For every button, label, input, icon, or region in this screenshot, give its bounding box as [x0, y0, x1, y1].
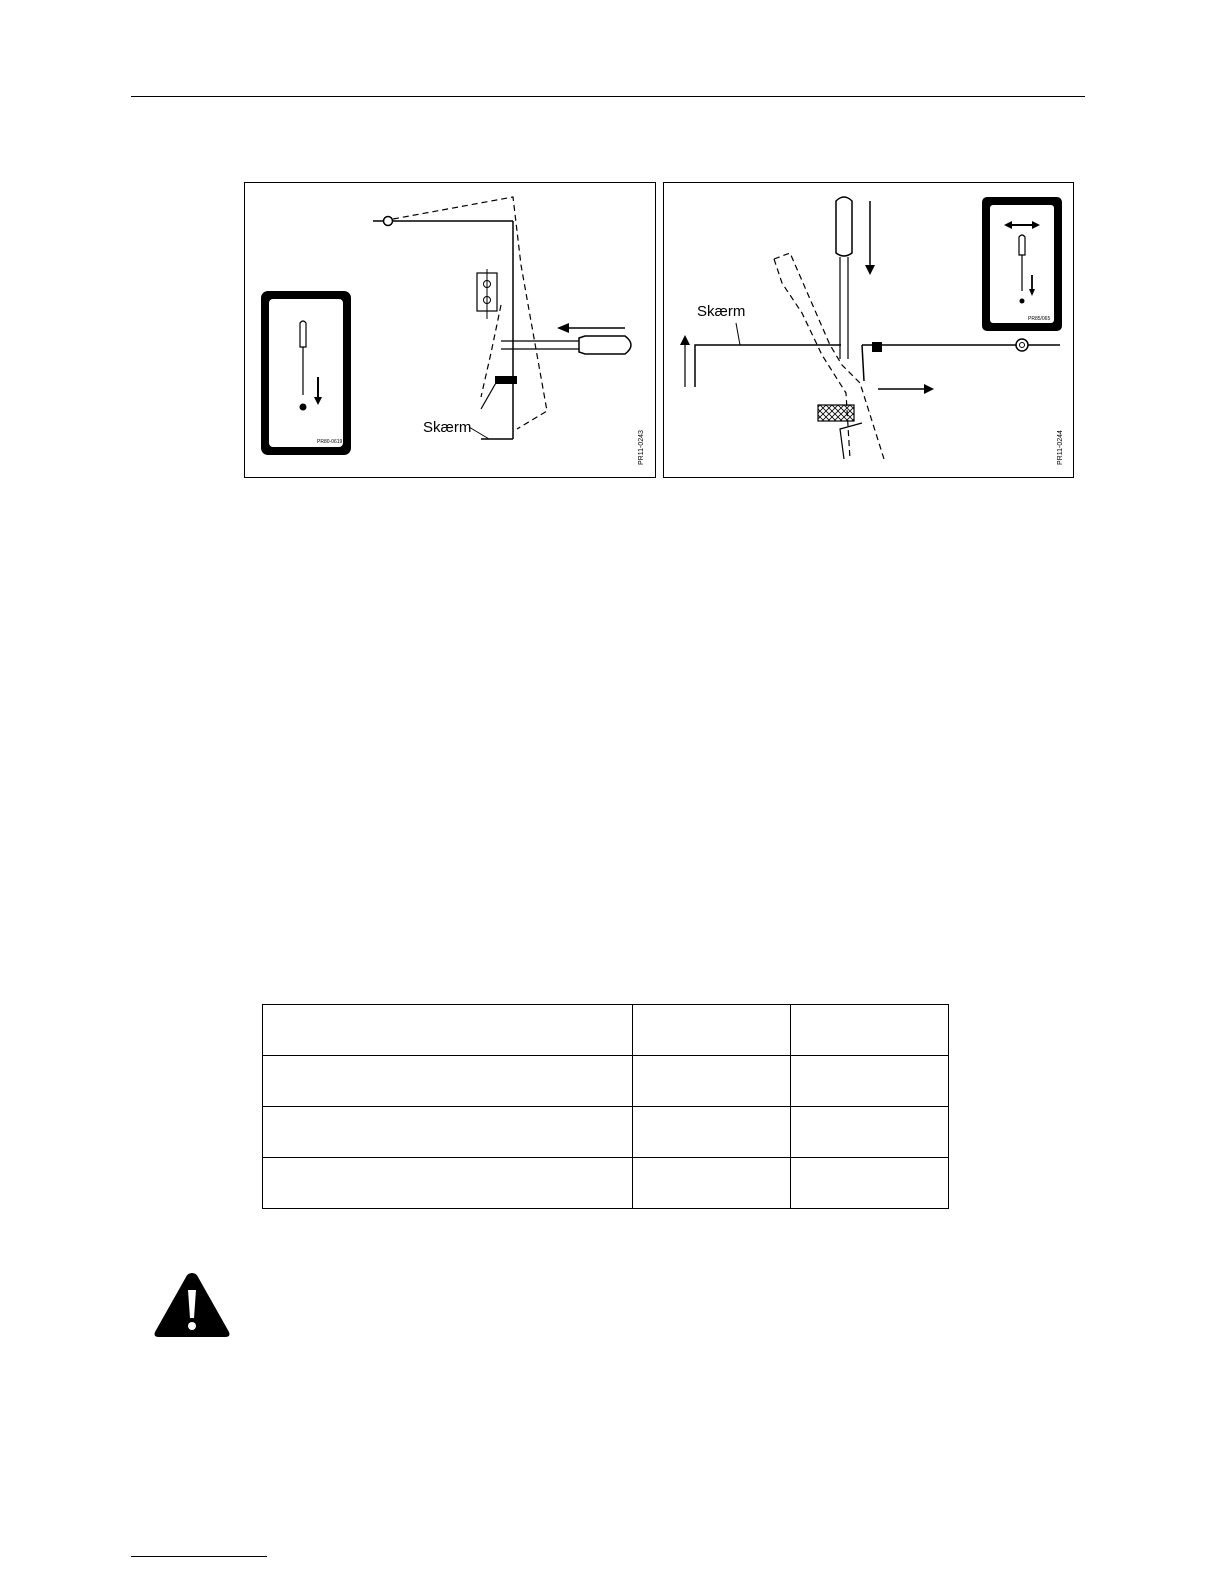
- table-cell: [790, 1158, 948, 1209]
- spec-table: [262, 1004, 949, 1209]
- figure-left-code: PR11-0243: [638, 430, 645, 465]
- table-cell: [263, 1005, 633, 1056]
- figure-right-drawing: [664, 183, 1073, 477]
- table-row: [263, 1158, 949, 1209]
- warning-triangle-icon: [152, 1270, 232, 1340]
- table-cell: [790, 1056, 948, 1107]
- table-cell: [263, 1107, 633, 1158]
- table-row: [263, 1005, 949, 1056]
- table-cell: [632, 1107, 790, 1158]
- screwdriver-icon: [300, 321, 306, 347]
- table-cell: [632, 1056, 790, 1107]
- hinge-icon: [384, 217, 393, 226]
- figure-left-inset-code: PR80-0619: [317, 439, 343, 445]
- figure-left-label: Skærm: [423, 419, 472, 436]
- table-cell: [632, 1005, 790, 1056]
- footer-rule: [131, 1556, 267, 1557]
- table-cell: [790, 1005, 948, 1056]
- figure-right-inset-code: PR85/065: [1028, 316, 1051, 322]
- figure-right: [663, 182, 1074, 478]
- table-row: [263, 1056, 949, 1107]
- table-cell: [790, 1107, 948, 1158]
- figure-right-code: PR11-0244: [1057, 430, 1064, 465]
- header-rule: [131, 96, 1085, 97]
- table-cell: [263, 1158, 633, 1209]
- figure-right-label: Skærm: [697, 303, 746, 320]
- figure-left: [244, 182, 656, 478]
- table-cell: [263, 1056, 633, 1107]
- table-cell: [632, 1158, 790, 1209]
- table-row: [263, 1107, 949, 1158]
- screwdriver-icon: [1019, 235, 1025, 255]
